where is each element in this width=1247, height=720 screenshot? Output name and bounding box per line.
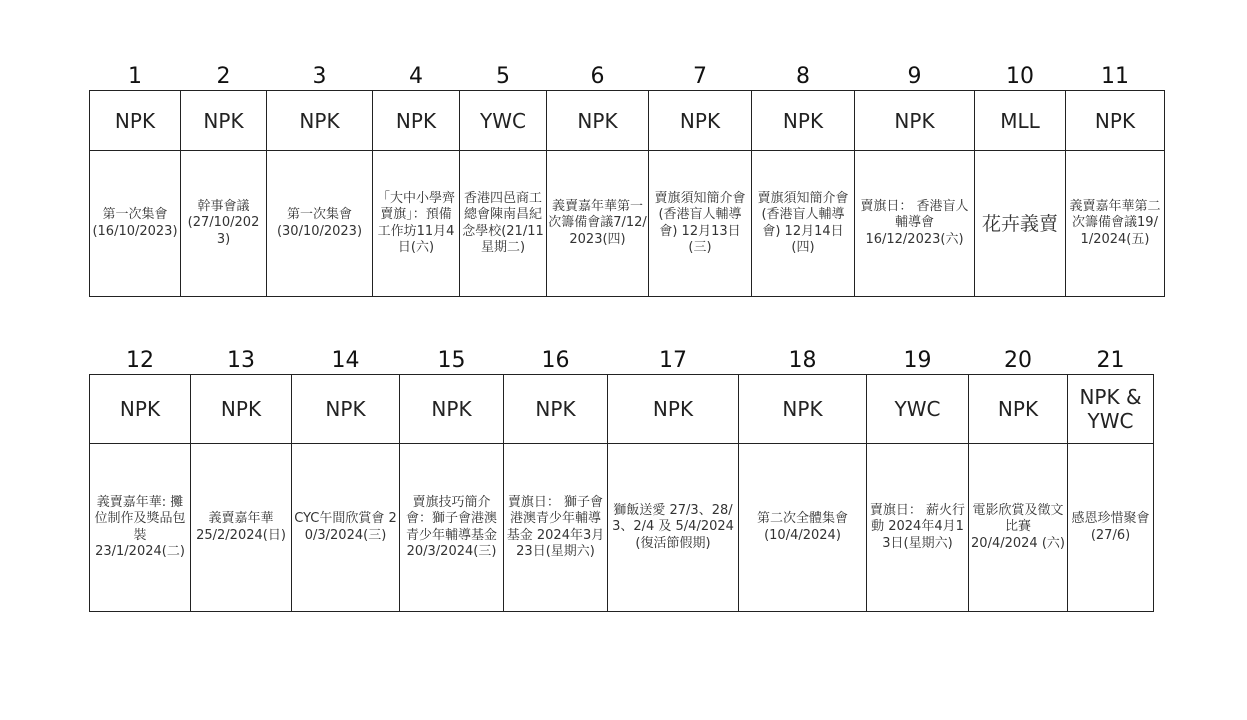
organization-cell: NPK bbox=[969, 375, 1068, 444]
item-number: 18 bbox=[788, 348, 817, 373]
item-number: 1 bbox=[128, 64, 142, 89]
organization-cell: YWC bbox=[867, 375, 969, 444]
activity-cell: 「大中小學齊賣旗」：預備工作坊11月4日(六) bbox=[373, 151, 460, 297]
item-number: 8 bbox=[796, 64, 810, 89]
activity-cell: 感恩珍惜聚會(27/6) bbox=[1068, 444, 1154, 612]
item-number: 4 bbox=[409, 64, 423, 89]
organization-cell: YWC bbox=[460, 91, 547, 151]
activity-cell: 義賣嘉年華第一次籌備會議7/12/2023(四) bbox=[547, 151, 649, 297]
organization-cell: NPK bbox=[292, 375, 400, 444]
schedule-table-1 bbox=[89, 64, 1165, 297]
item-number: 10 bbox=[1006, 64, 1034, 89]
organization-cell: NPK bbox=[373, 91, 460, 151]
item-number: 19 bbox=[903, 348, 932, 373]
activity-cell: 義賣嘉年華第二次籌備會議19/1/2024(五) bbox=[1066, 151, 1165, 297]
organization-cell: NPK bbox=[191, 375, 292, 444]
item-number: 9 bbox=[907, 64, 922, 89]
item-number: 5 bbox=[496, 64, 510, 89]
activity-cell: 花卉義賣 bbox=[975, 151, 1066, 297]
activity-cell: 賣旗須知簡介會(香港盲人輔導會) 12月13日(三) bbox=[649, 151, 752, 297]
item-number: 11 bbox=[1101, 64, 1129, 89]
activity-cell: 賣旗日： 薪火行動 2024年4月13日(星期六) bbox=[867, 444, 969, 612]
item-number: 15 bbox=[437, 348, 466, 373]
organization-cell: NPK bbox=[1066, 91, 1165, 151]
organization-cell: NPK bbox=[608, 375, 739, 444]
activity-cell: 義賣嘉年華 25/2/2024(日) bbox=[191, 444, 292, 612]
item-number: 12 bbox=[126, 348, 154, 373]
item-number: 7 bbox=[693, 64, 707, 89]
item-number: 3 bbox=[312, 64, 327, 89]
organization-cell: NPK bbox=[739, 375, 867, 444]
organization-cell: NPK bbox=[855, 91, 975, 151]
activity-cell: 獅飯送愛 27/3、28/3、2/4 及 5/4/2024 (復活節假期) bbox=[608, 444, 739, 612]
item-number: 14 bbox=[331, 348, 360, 373]
item-number: 2 bbox=[216, 64, 231, 89]
activity-cell: 賣旗技巧簡介會：獅子會港澳青少年輔導基金 20/3/2024(三) bbox=[400, 444, 504, 612]
organization-cell: NPK bbox=[267, 91, 373, 151]
activity-cell: 賣旗日： 香港盲人輔導會 16/12/2023(六) bbox=[855, 151, 975, 297]
item-number: 17 bbox=[659, 348, 687, 373]
item-number: 6 bbox=[590, 64, 605, 89]
organization-cell: NPK bbox=[90, 91, 181, 151]
item-number: 16 bbox=[541, 348, 570, 373]
organization-cell: NPK bbox=[649, 91, 752, 151]
activity-cell: CYC午間欣賞會 20/3/2024(三) bbox=[292, 444, 400, 612]
item-number: 21 bbox=[1096, 348, 1125, 373]
item-number: 20 bbox=[1004, 348, 1032, 373]
organization-cell: NPK bbox=[504, 375, 608, 444]
activity-cell: 賣旗須知簡介會(香港盲人輔導會) 12月14日(四) bbox=[752, 151, 855, 297]
organization-cell: NPK bbox=[90, 375, 191, 444]
activity-cell: 幹事會議 (27/10/2023) bbox=[181, 151, 267, 297]
organization-cell: MLL bbox=[975, 91, 1066, 151]
organization-cell: NPK & YWC bbox=[1068, 375, 1154, 444]
organization-cell: NPK bbox=[752, 91, 855, 151]
activity-cell: 義賣嘉年華: 攤位制作及獎品包裝 23/1/2024(二) bbox=[90, 444, 191, 612]
item-number: 13 bbox=[227, 348, 255, 373]
activity-cell: 第一次集會 (16/10/2023) bbox=[90, 151, 181, 297]
organization-cell: NPK bbox=[181, 91, 267, 151]
activity-cell: 第二次全體集會 (10/4/2024) bbox=[739, 444, 867, 612]
activity-cell: 第一次集會 (30/10/2023) bbox=[267, 151, 373, 297]
organization-cell: NPK bbox=[400, 375, 504, 444]
activity-cell: 電影欣賞及徵文比賽 20/4/2024 (六) bbox=[969, 444, 1068, 612]
organization-cell: NPK bbox=[547, 91, 649, 151]
activity-cell: 賣旗日： 獅子會港澳青少年輔導基金 2024年3月23日(星期六) bbox=[504, 444, 608, 612]
schedule-table-2 bbox=[89, 348, 1154, 612]
activity-cell: 香港四邑商工總會陳南昌紀念學校(21/11 星期二) bbox=[460, 151, 547, 297]
